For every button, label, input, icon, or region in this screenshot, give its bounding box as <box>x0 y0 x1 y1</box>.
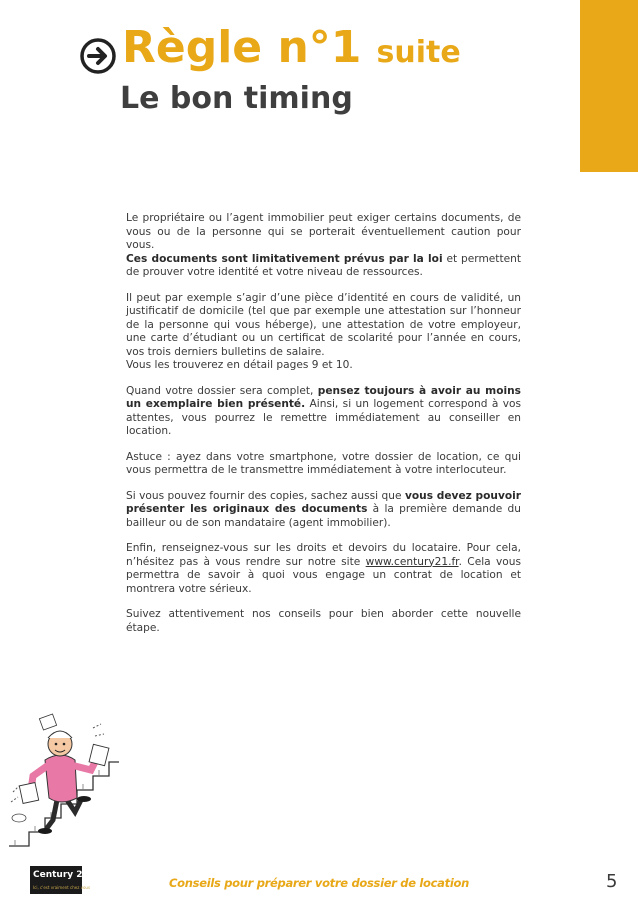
paragraph-1-text: Le propriétaire ou l’agent immobilier peut exiger certains documents, de vous ou de la personne qui se porterait éventuellement caution pour vous. <box>126 212 521 251</box>
paragraph-6 <box>126 542 521 596</box>
paragraph-1-bold: Ces documents sont limitativement prévus par la loi <box>126 252 443 265</box>
paragraph-3-text: Quand votre dossier sera complet, <box>126 384 318 397</box>
paragraph-5-text: Si vous pouvez fournir des copies, sachez aussi que <box>126 489 405 502</box>
paragraph-3-bold: pensez toujours à avoir au moins un exemplaire bien présenté. <box>126 384 521 410</box>
paragraph-2-text: Il peut par exemple s’agir d’une pièce d’identité en cours de validité, un justificatif de domicile (tel que par exemple une attestation sur l’honneur de la personne qui vous héberge), une attestation de votre employeur, une carte d’étudiant ou un certificat de scolarité pour l’année en cours, vos trois derniers bulletins de salaire. <box>126 291 521 358</box>
paragraph-5 <box>126 490 521 531</box>
paragraph-7: Suivez attentivement nos conseils pour bien aborder cette nouvelle étape. <box>126 608 521 634</box>
arrow-right-circle-icon <box>80 38 116 74</box>
paragraph-3 <box>126 385 521 439</box>
logo-tagline: Ici, c'est vraiment chez vous <box>33 885 91 890</box>
paragraph-3-text-end: Ainsi, si un logement correspond à vos attentes, vous pourrez le remettre immédiatement au conseiller en location. <box>126 398 521 437</box>
title-main: Règle n°1 <box>122 22 362 73</box>
paragraph-6-text: Enfin, renseignez-vous sur les droits et devoirs du locataire. Pour cela, n’hésitez pas à vous rendre sur notre site <box>126 542 521 568</box>
page-title <box>122 22 461 73</box>
footer-title: Conseils pour préparer votre dossier de location <box>169 876 469 890</box>
logo-text: Century 21 <box>33 870 89 880</box>
page-number: 5 <box>606 871 618 892</box>
stairs-illustration <box>5 700 123 850</box>
body-text <box>126 212 521 647</box>
title-suffix: suite <box>376 35 461 70</box>
paragraph-5-text-end: à la première demande du bailleur ou de son mandataire (agent immobilier). <box>126 503 521 529</box>
paragraph-4: Astuce : ayez dans votre smartphone, votre dossier de location, ce qui vous permettra de le transmettre immédiatement à votre interlocuteur. <box>126 450 521 476</box>
paragraph-5-bold: vous devez pouvoir présenter les originaux des documents <box>126 489 522 515</box>
paragraph-1-text-end: et permettent de prouver votre identité et votre niveau de ressources. <box>126 252 522 278</box>
page-subtitle: Le bon timing <box>120 81 353 116</box>
paragraph-1 <box>126 212 521 280</box>
paragraph-2-text-end: Vous les trouverez en détail pages 9 et 10. <box>126 359 353 371</box>
paragraph-6-text-end: . Cela vous permettra de savoir à quoi vous engage un contrat de location et montrera votre sérieux. <box>126 555 522 595</box>
corner-accent-bar <box>580 0 638 172</box>
century21-link[interactable]: www.century21.fr <box>365 555 459 568</box>
paragraph-2 <box>126 292 521 373</box>
